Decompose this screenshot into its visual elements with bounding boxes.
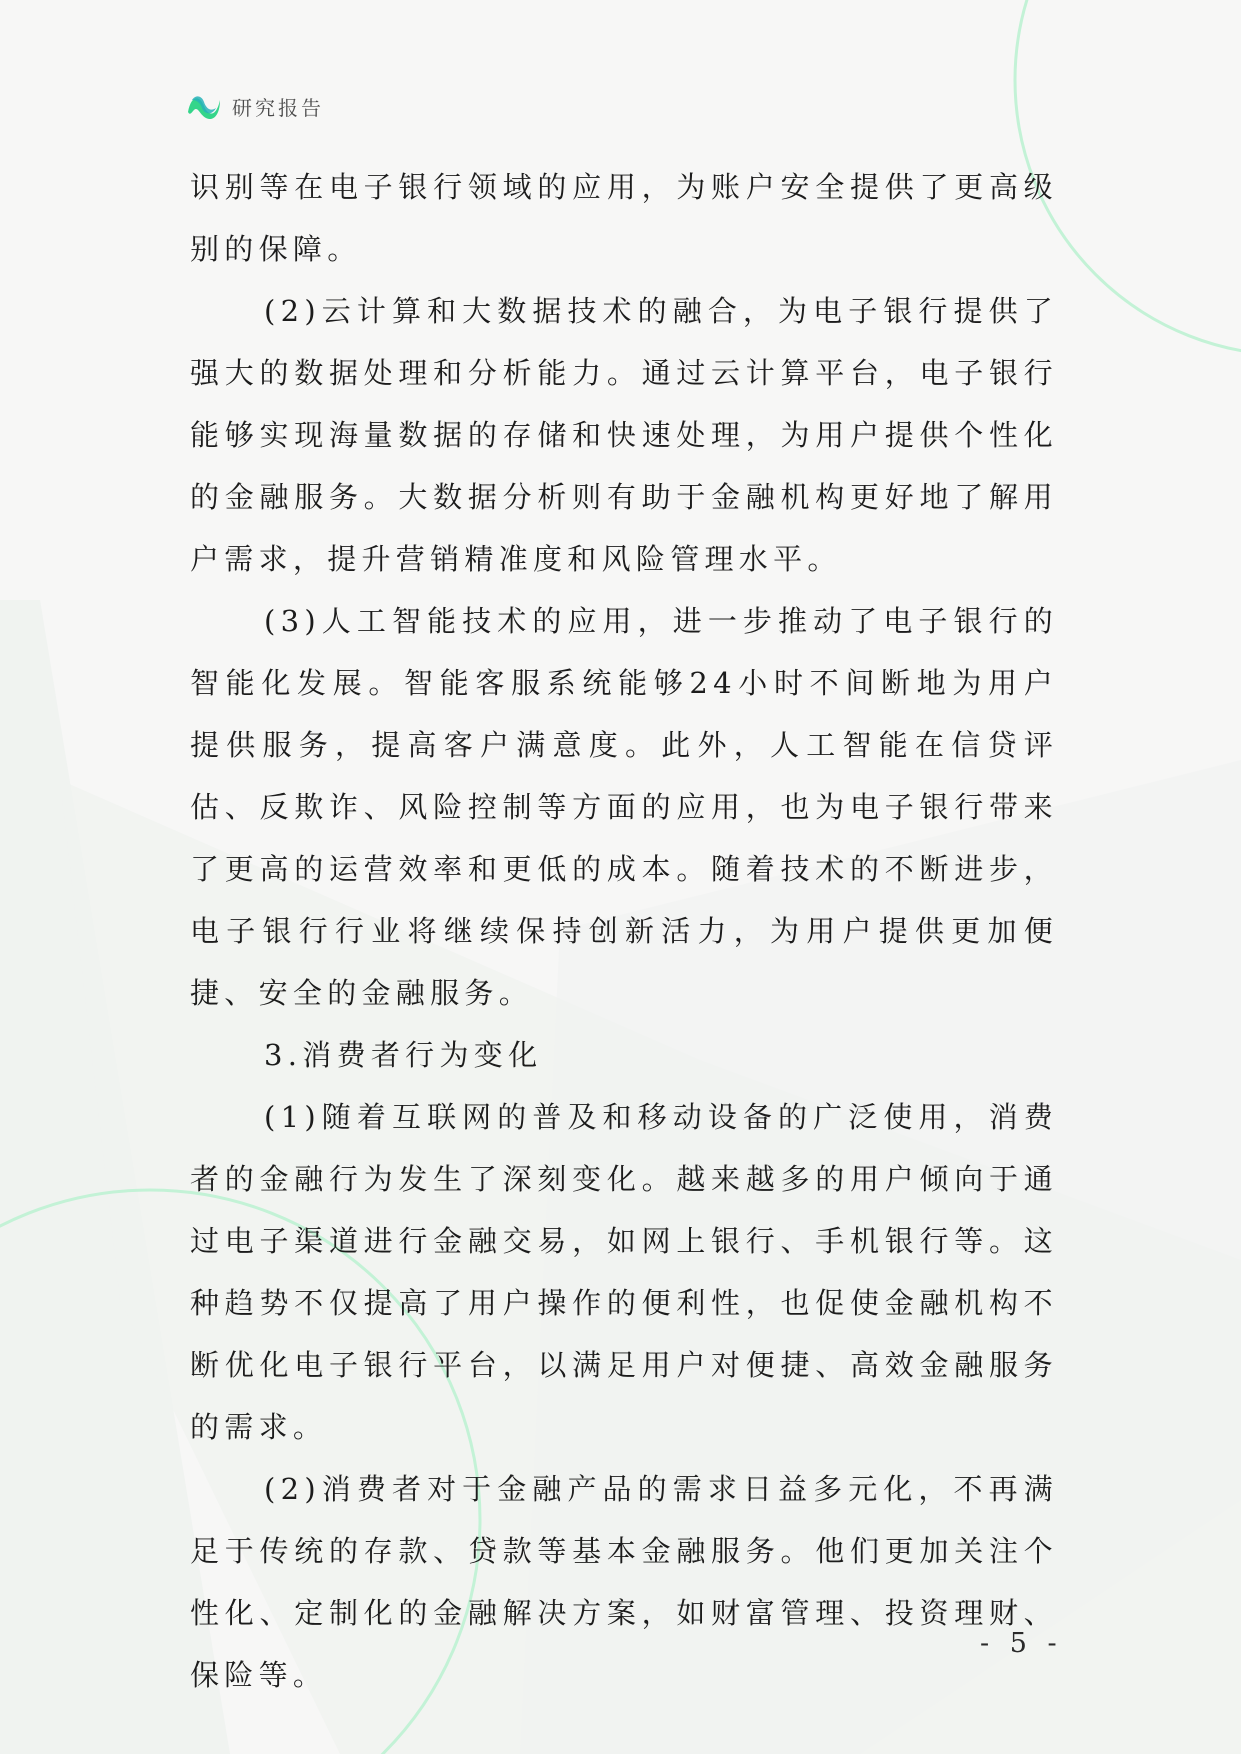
- section-heading-consumer-behavior: 3.消费者行为变化: [264, 1038, 543, 1072]
- report-header-title: 研究报告: [232, 95, 324, 120]
- report-logo-icon: [186, 90, 222, 122]
- document-body: [190, 156, 1058, 1706]
- paragraph-consumer-2: (2)消费者对于金融产品的需求日益多元化，不再满足于传统的存款、贷款等基本金融服务。他们更加关注个性化、定制化的金融解决方案，如财富管理、投资理财、保险等。: [190, 1472, 1058, 1692]
- paragraph-consumer-1: (1)随着互联网的普及和移动设备的广泛使用，消费者的金融行为发生了深刻变化。越来越多的用户倾向于通过电子渠道进行金融交易，如网上银行、手机银行等。这种趋势不仅提高了用户操作的便利性，也促使金融机构不断优化电子银行平台，以满足用户对便捷、高效金融服务的需求。: [190, 1100, 1058, 1444]
- paragraph-ai: (3)人工智能技术的应用，进一步推动了电子银行的智能化发展。智能客服系统能够24小时不间断地为用户提供服务，提高客户满意度。此外，人工智能在信贷评估、反欺诈、风险控制等方面的应用，也为电子银行带来了更高的运营效率和更低的成本。随着技术的不断进步，电子银行行业将继续保持创新活力，为用户提供更加便捷、安全的金融服务。: [190, 604, 1058, 1010]
- paragraph-cloud-bigdata: (2)云计算和大数据技术的融合，为电子银行提供了强大的数据处理和分析能力。通过云计算平台，电子银行能够实现海量数据的存储和快速处理，为用户提供个性化的金融服务。大数据分析则有助于金融机构更好地了解用户需求，提升营销精准度和风险管理水平。: [190, 294, 1058, 576]
- paragraph-continued: 识别等在电子银行领域的应用，为账户安全提供了更高级别的保障。: [190, 170, 1058, 266]
- page-number: - 5 -: [980, 1628, 1063, 1659]
- report-header: [186, 88, 324, 124]
